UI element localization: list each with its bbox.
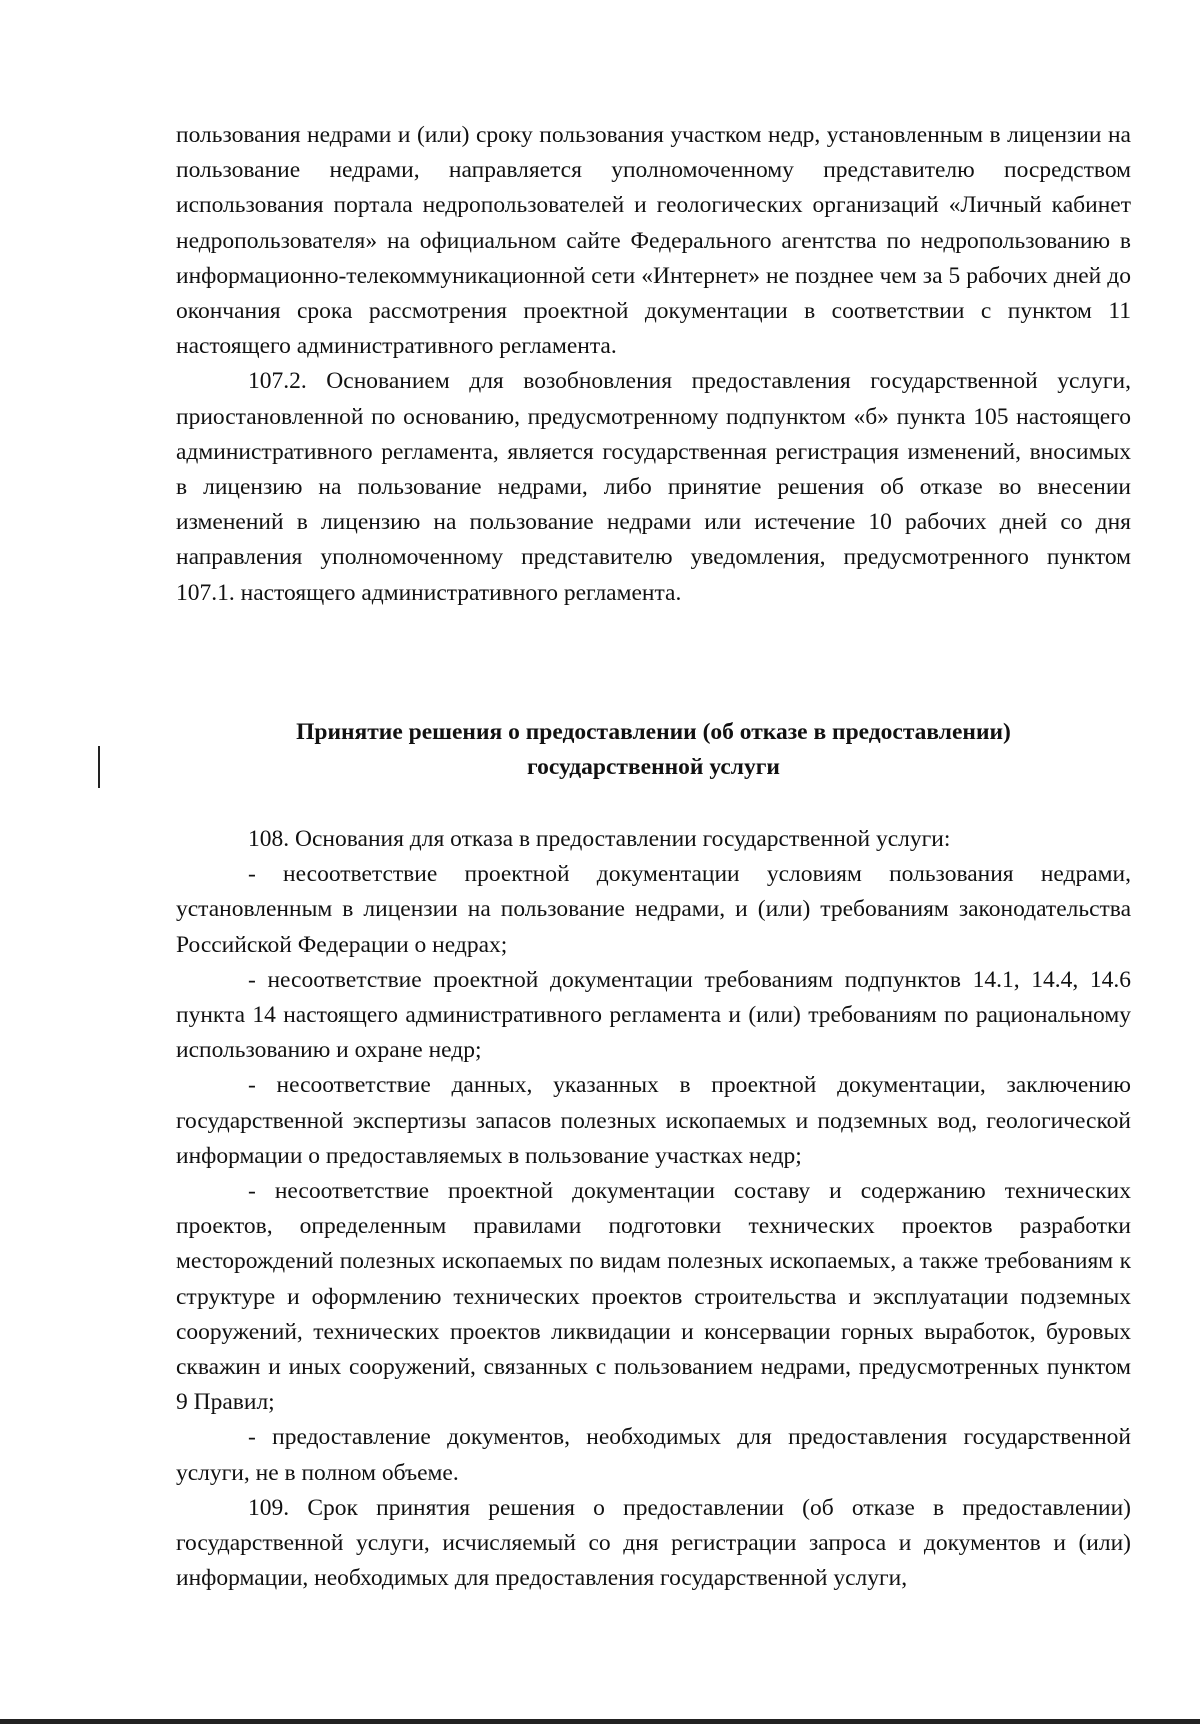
paragraph-continuation: пользования недрами и (или) сроку пользования участком недр, установленным в лицензии на пользование недрами, направляется уполномоченному представителю посредством использования портала недропользователей и геологических организаций «Личный кабинет недропользователя» на официальном сайте Федерального агентства по недропользованию в информационно-телекоммуникационной сети «Интернет» не позднее чем за 5 рабочих дней до окончания срока рассмотрения проектной документации в соответствии с пунктом 11 настоящего административного регламента.: [176, 122, 1131, 360]
list-item-refusal-4: - несоответствие проектной документации составу и содержанию технических проектов, определенным правилами подготовки технических проектов разработки месторождений полезных ископаемых по видам полезных ископаемых, а также требованиям к структуре и оформлению технических проектов строительства и эксплуатации подземных сооружений, технических проектов ликвидации и консервации горных выработок, буровых скважин и иных сооружений, связанных с пользованием недрами, предусмотренных пунктом 9 Правил;: [176, 1178, 1131, 1416]
section-heading-line-1: Принятие решения о предоставлении (об отказе в предоставлении): [296, 719, 1011, 745]
paragraph-107-2: 107.2. Основанием для возобновления предоставления государственной услуги, приостановленной по основанию, предусмотренному подпунктом «б» пункта 105 настоящего административного регламента, является государственная регистрация изменений, вносимых в лицензию на пользование недрами, либо принятие решения об отказе во внесении изменений в лицензию на пользование недрами или истечение 10 рабочих дней со дня направления уполномоченному представителю уведомления, предусмотренного пунктом 107.1. настоящего административного регламента.: [176, 368, 1131, 606]
top-text-block: [176, 118, 1131, 611]
bottom-text-block: [176, 822, 1131, 1596]
list-item-refusal-1: - несоответствие проектной документации условиям пользования недрами, установленным в лицензии на пользование недрами, и (или) требованиям законодательства Российской Федерации о недрах;: [176, 861, 1131, 958]
margin-mark: [98, 746, 100, 788]
paragraph-108: 108. Основания для отказа в предоставлении государственной услуги:: [248, 826, 951, 852]
section-heading: [176, 715, 1131, 785]
scan-bottom-edge: [0, 1719, 1200, 1724]
list-item-refusal-2: - несоответствие проектной документации требованиям подпунктов 14.1, 14.4, 14.6 пункта 14 настоящего административного регламента и (или) требованиям по рациональному использованию и охране недр;: [176, 966, 1131, 1064]
list-item-refusal-5: - предоставление документов, необходимых для предоставления государственной услуги, не в полном объеме.: [176, 1424, 1131, 1486]
paragraph-109: 109. Срок принятия решения о предоставлении (об отказе в предоставлении) государственной услуги, исчисляемый со дня регистрации запроса и документов и (или) информации, необходимых для предоставления государственной услуги,: [176, 1494, 1131, 1592]
section-heading-line-2: государственной услуги: [527, 754, 780, 780]
list-item-refusal-3: - несоответствие данных, указанных в проектной документации, заключению государственной экспертизы запасов полезных ископаемых и подземных вод, геологической информации о предоставляемых в пользование участках недр;: [176, 1072, 1131, 1169]
